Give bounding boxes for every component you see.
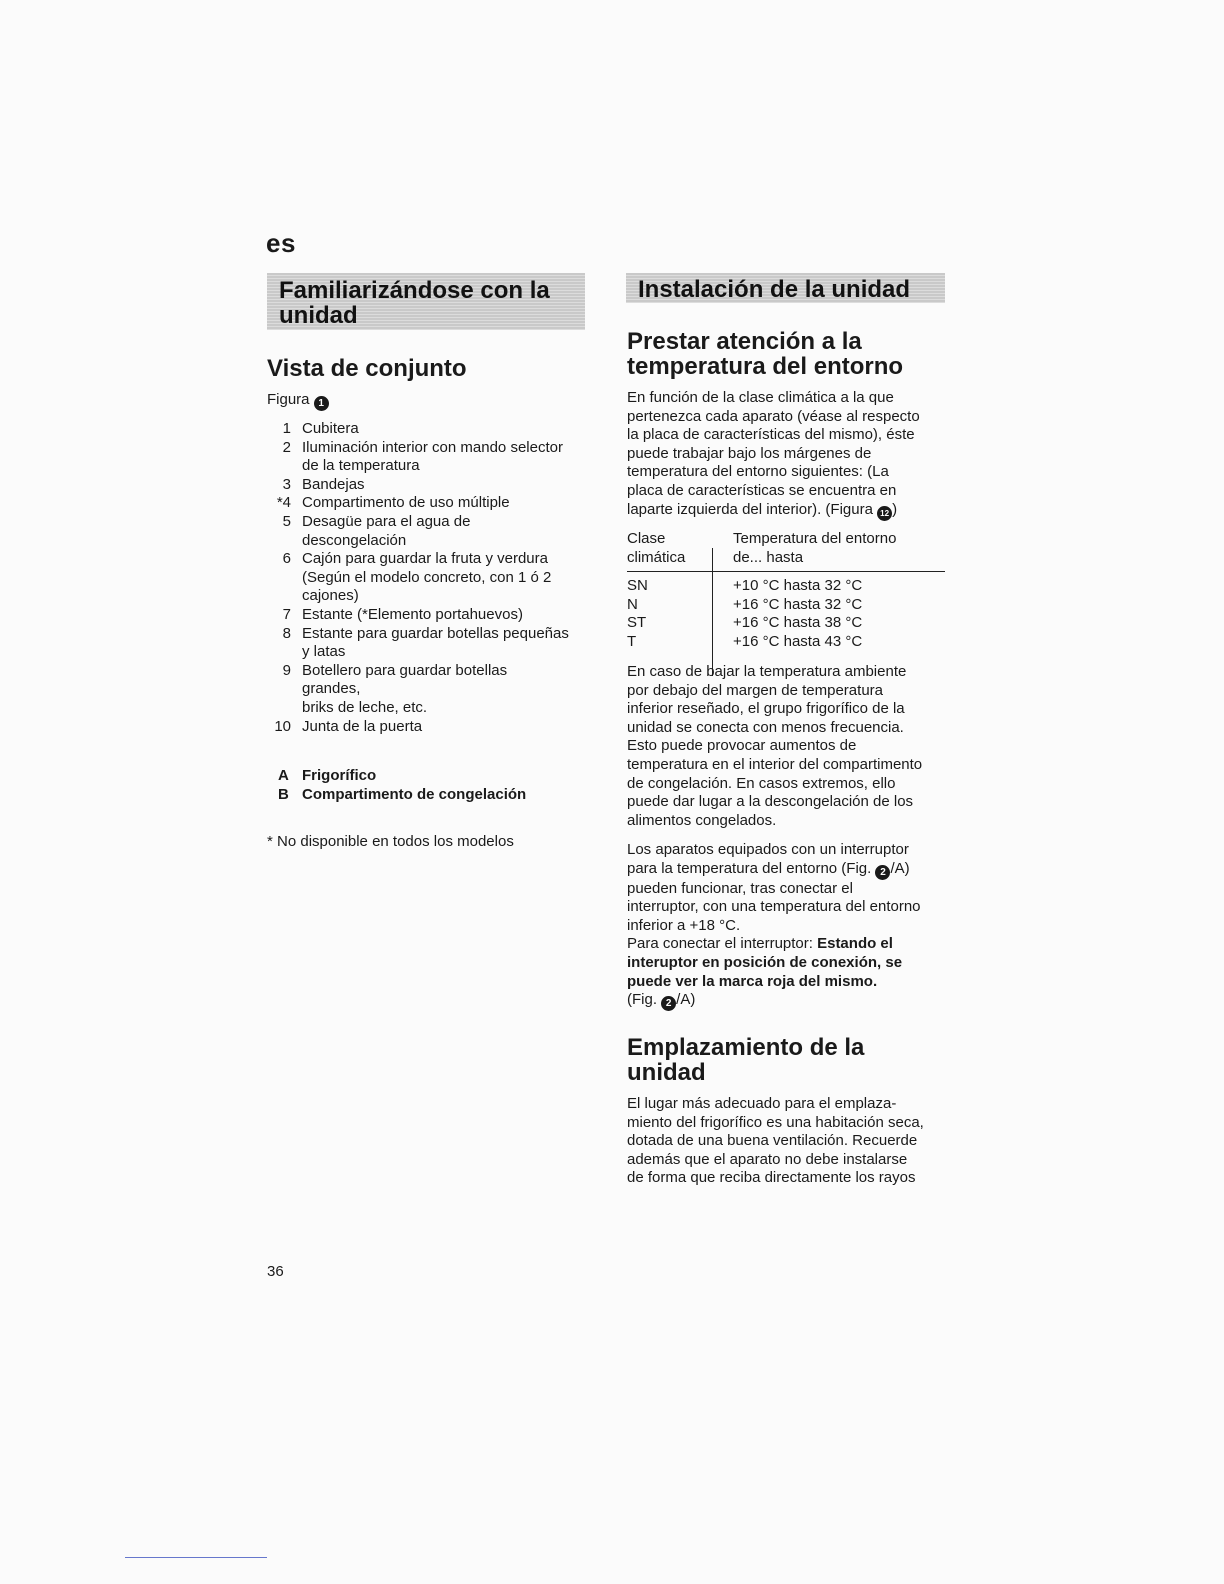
- item-number: 1: [282, 420, 291, 437]
- bold-text: Estando el: [817, 935, 893, 953]
- item-text: [291, 662, 597, 718]
- line: inferior a +18 °C.: [627, 916, 741, 934]
- text-line: temperatura en el interior del compartimento: [627, 755, 923, 773]
- item-text-line: Bandejas: [302, 475, 365, 493]
- item-text-line: Estante (*Elemento portahuevos): [302, 605, 523, 623]
- paragraph-climate-class: [627, 389, 947, 521]
- band-title: Instalación de la unidad: [638, 276, 911, 303]
- item-text-line: y latas: [302, 643, 346, 661]
- text: Para conectar el interruptor:: [627, 935, 818, 953]
- list-item: [267, 476, 597, 495]
- table-cell-clase: N: [627, 595, 638, 613]
- list-item: [267, 625, 597, 662]
- text: /A): [890, 859, 910, 877]
- table-cell-temp: +16 °C hasta 38 °C: [733, 614, 863, 632]
- item-text-line: de la temperatura: [302, 457, 420, 475]
- line: Los aparatos equipados con un interruptor: [627, 841, 909, 858]
- item-text: [291, 494, 597, 513]
- table-col-clase: [627, 577, 717, 651]
- list-item: [267, 494, 597, 513]
- list-item: [267, 606, 597, 625]
- para1-last-line: [627, 501, 947, 521]
- table-cell-clase: T: [627, 632, 637, 650]
- text-line: puede trabajar bajo los márgenes de: [627, 444, 872, 462]
- figure-number-badge: 12: [877, 506, 892, 521]
- line: interuptor en posición de conexión, se: [627, 953, 903, 971]
- text-line: placa de características se encuentra en: [627, 481, 897, 499]
- item-text-line: Compartimento de uso múltiple: [302, 494, 510, 512]
- paragraph-switch: [627, 841, 947, 1011]
- head-line: Clase: [627, 530, 666, 547]
- key-letter: B: [278, 785, 289, 803]
- text: /A): [676, 991, 696, 1009]
- item-number: 3: [282, 475, 291, 493]
- head-line: climática: [627, 548, 686, 566]
- heading-line1: Emplazamiento de la: [627, 1034, 865, 1061]
- section-band-installation: [626, 273, 945, 303]
- item-text: [291, 420, 597, 439]
- figure-number-badge: 2: [661, 996, 676, 1011]
- section-band-familiarizing: [267, 273, 585, 330]
- item-number: 9: [282, 661, 291, 679]
- text: (Fig.: [627, 991, 662, 1009]
- item-text-line: (Según el modelo concreto, con 1 ó 2: [302, 568, 552, 586]
- heading-temperatura-entorno: [627, 329, 903, 379]
- page-number: 36: [267, 1263, 284, 1280]
- item-text-line: Junta de la puerta: [302, 717, 423, 735]
- paragraph-location: [627, 1095, 947, 1188]
- language-code: es: [266, 228, 296, 258]
- table-cell-temp: +10 °C hasta 32 °C: [733, 577, 863, 594]
- table-col-temperatura: [733, 577, 943, 651]
- text-line: En caso de bajar la temperatura ambiente: [627, 663, 907, 680]
- key-text: Compartimento de congelación: [302, 785, 527, 803]
- item-text-line: Estante para guardar botellas pequeñas: [302, 624, 569, 642]
- table-cell-clase: ST: [627, 614, 647, 632]
- parts-list: [267, 420, 597, 736]
- line: interruptor, con una temperatura del entorno: [627, 898, 921, 916]
- footer-link-underline: [125, 1557, 267, 1558]
- text-line: puede dar lugar a la descongelación de los: [627, 793, 914, 811]
- text-line: unidad se conecta con menos frecuencia.: [627, 718, 904, 736]
- item-number: 6: [282, 550, 291, 568]
- table-cell-temp: +16 °C hasta 43 °C: [733, 632, 863, 650]
- key-row-a: [278, 767, 526, 786]
- text-line: temperatura del entorno siguientes: (La: [627, 463, 889, 481]
- line: puede ver la marca roja del mismo.: [627, 972, 878, 990]
- text-line: pertenezca cada aparato (véase al respecto: [627, 407, 920, 425]
- item-number: 5: [282, 512, 291, 530]
- footnote: * No disponible en todos los modelos: [267, 833, 514, 850]
- item-number: *4: [276, 494, 291, 512]
- text-line: Esto puede provocar aumentos de: [627, 737, 857, 755]
- paragraph-low-temperature: [627, 663, 947, 830]
- item-text: [291, 476, 597, 495]
- item-text-line: briks de leche, etc.: [302, 698, 428, 716]
- text-line: miento del frigorífico es una habitación seca,: [627, 1113, 924, 1131]
- text-line: En función de la clase climática a la que: [627, 389, 894, 406]
- list-item: [267, 718, 597, 737]
- text-line: alimentos congelados.: [627, 811, 777, 829]
- para1-close: ): [892, 500, 898, 518]
- item-text: [291, 718, 597, 737]
- list-item: [267, 420, 597, 439]
- item-text-line: grandes,: [302, 680, 361, 698]
- table-header-rule: [627, 571, 945, 572]
- table-head-clase: [627, 530, 717, 567]
- heading-line1: Prestar atención a la: [627, 328, 862, 355]
- text-line: de forma que reciba directamente los rayos: [627, 1169, 916, 1187]
- item-number: 10: [274, 717, 291, 735]
- item-text-line: Desagüe para el agua de: [302, 512, 471, 530]
- heading-vista-de-conjunto: Vista de conjunto: [267, 355, 467, 382]
- figure-label: Figura: [267, 391, 310, 408]
- key-row-b: [278, 786, 526, 805]
- table-cell-clase: SN: [627, 577, 648, 594]
- key-text: Frigorífico: [302, 767, 377, 784]
- list-item: [267, 662, 597, 718]
- band-title-line1: Familiarizándose con la: [279, 277, 550, 304]
- item-text-line: cajones): [302, 587, 359, 605]
- key-letter: A: [278, 767, 289, 784]
- list-item: [267, 513, 597, 550]
- heading-line2: unidad: [627, 1059, 706, 1086]
- item-text: [291, 439, 597, 476]
- line: [627, 935, 947, 954]
- item-text: [291, 606, 597, 625]
- item-number: 2: [282, 438, 291, 456]
- heading-emplazamiento: [627, 1035, 864, 1085]
- para1-lines: [627, 389, 947, 501]
- item-number: 8: [282, 624, 291, 642]
- item-text-line: Botellero para guardar botellas: [302, 661, 508, 679]
- para1-text: laparte izquierda del interior). (Figura: [627, 500, 873, 518]
- figure-number-badge: 2: [875, 865, 890, 880]
- table-cell-temp: +16 °C hasta 32 °C: [733, 595, 863, 613]
- text-line: dotada de una buena ventilación. Recuerde: [627, 1132, 918, 1150]
- list-item: [267, 439, 597, 476]
- head-line: de... hasta: [733, 548, 804, 566]
- text-line: El lugar más adecuado para el emplaza-: [627, 1095, 897, 1112]
- item-number: 7: [282, 605, 291, 623]
- item-text-line: Cajón para guardar la fruta y verdura: [302, 550, 548, 568]
- figure-reference: [267, 391, 329, 411]
- text-line: inferior reseñado, el grupo frigorífico de la: [627, 700, 905, 718]
- item-text: [291, 625, 597, 662]
- heading-line2: temperatura del entorno: [627, 353, 904, 380]
- table-head-temperatura: [733, 530, 943, 567]
- list-item: [267, 550, 597, 606]
- line: [627, 991, 947, 1011]
- text-line: además que el aparato no debe instalarse: [627, 1150, 908, 1168]
- item-text: [291, 513, 597, 550]
- text-line: de congelación. En casos extremos, ello: [627, 774, 896, 792]
- figure-number-badge: 1: [314, 396, 329, 411]
- text-line: la placa de características del mismo), éste: [627, 426, 915, 444]
- text: para la temperatura del entorno (Fig.: [627, 859, 876, 877]
- item-text-line: Cubitera: [302, 420, 359, 437]
- line: [627, 860, 947, 880]
- compartment-key: [278, 767, 526, 804]
- item-text: [291, 550, 597, 606]
- text-line: por debajo del margen de temperatura: [627, 681, 883, 699]
- item-text-line: descongelación: [302, 531, 407, 549]
- band-title-line2: unidad: [279, 302, 358, 329]
- line: pueden funcionar, tras conectar el: [627, 879, 853, 897]
- head-line: Temperatura del entorno: [733, 530, 897, 547]
- item-text-line: Iluminación interior con mando selector: [302, 438, 563, 456]
